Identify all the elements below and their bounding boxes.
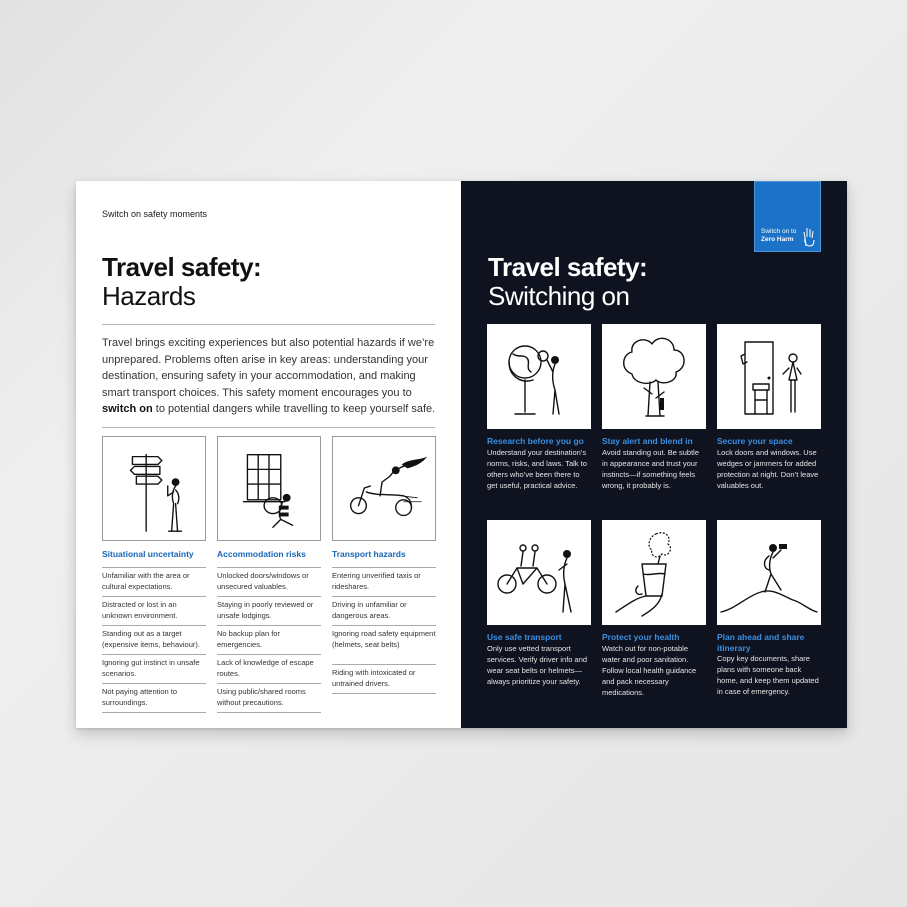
tip-text: Avoid standing out. Be subtle in appearance and trust your instincts—if something feels wrong, it probably is. xyxy=(602,447,700,490)
brochure-spread xyxy=(76,181,847,728)
signpost-person-illustration xyxy=(102,436,206,541)
hazard-item: Riding with intoxicated or untrained drivers. xyxy=(332,665,436,694)
scooter-rider-illustration xyxy=(332,436,436,541)
badge-line2: Zero Harm xyxy=(761,236,794,243)
divider xyxy=(102,324,435,325)
hazard-title: Accommodation risks xyxy=(217,549,321,568)
hazard-item: Not paying attention to surroundings. xyxy=(102,684,206,713)
tip-safe-transport xyxy=(487,520,591,687)
zero-harm-badge xyxy=(754,181,821,252)
hazard-title: Situational uncertainty xyxy=(102,549,206,568)
divider xyxy=(102,427,435,428)
hand-icon xyxy=(802,226,816,248)
globe-magnifier-illustration xyxy=(487,324,591,429)
intro-emphasis: switch on xyxy=(102,403,153,415)
tip-research xyxy=(487,324,591,491)
tip-title: Protect your health xyxy=(602,632,680,642)
hazard-title: Transport hazards xyxy=(332,549,436,568)
hazard-accommodation xyxy=(217,436,321,713)
hazard-item: No backup plan for emergencies. xyxy=(217,626,321,655)
right-title-bold: Travel safety: xyxy=(488,252,648,282)
hazard-item: Driving in unfamiliar or dangerous areas. xyxy=(332,597,436,626)
tip-text: Lock doors and windows. Use wedges or jammers for added protection at night. Don’t leave valuables out. xyxy=(717,447,819,490)
hazard-transport xyxy=(332,436,436,694)
tip-secure-space xyxy=(717,324,821,491)
left-title-bold: Travel safety: xyxy=(102,252,262,282)
left-title xyxy=(102,253,261,311)
tip-text: Watch out for non-potable water and poor sanitation. Follow local health guidance and pack necessary medications. xyxy=(602,643,697,697)
tip-title: Secure your space xyxy=(717,436,793,446)
door-chair-illustration xyxy=(717,324,821,429)
tandem-bike-illustration xyxy=(487,520,591,625)
right-page xyxy=(461,181,847,728)
intro-paragraph xyxy=(102,335,438,418)
hazard-item: Unlocked doors/windows or unsecured valuables. xyxy=(217,568,321,597)
badge-line1: Switch on to xyxy=(761,228,797,235)
kicker-text: Switch on safety moments xyxy=(102,209,208,219)
tip-protect-health xyxy=(602,520,706,698)
tip-title: Use safe transport xyxy=(487,632,562,642)
tree-hiding-illustration xyxy=(602,324,706,429)
water-glass-illustration xyxy=(602,520,706,625)
hazard-item: Distracted or lost in an unknown environment. xyxy=(102,597,206,626)
hazard-item: Staying in poorly reviewed or unsafe lodgings. xyxy=(217,597,321,626)
tip-plan-ahead xyxy=(717,520,821,697)
tip-stay-alert xyxy=(602,324,706,491)
tip-text: Understand your destination’s norms, risks, and laws. Talk to others who’ve been there to get useful, practical advice. xyxy=(487,447,587,490)
hazard-item: Using public/shared rooms without precautions. xyxy=(217,684,321,713)
tip-title: Stay alert and blend in xyxy=(602,436,693,446)
hazard-situational xyxy=(102,436,206,713)
tip-title: Plan ahead and share itinerary xyxy=(717,632,805,653)
left-title-light: Hazards xyxy=(102,281,196,311)
tip-text: Only use vetted transport services. Verify driver info and wear seat belts or helmets—always prioritize your safety. xyxy=(487,643,588,686)
tip-text: Copy key documents, share plans with someone back home, and keep them updated in case of emergency. xyxy=(717,654,819,696)
hiker-binoculars-illustration xyxy=(717,520,821,625)
right-title xyxy=(488,253,647,311)
left-page xyxy=(76,181,461,728)
hazard-item: Ignoring gut instinct in unsafe scenarios. xyxy=(102,655,206,684)
hazard-item: Entering unverified taxis or rideshares. xyxy=(332,568,436,597)
tip-title: Research before you go xyxy=(487,436,584,446)
hazard-item: Lack of knowledge of escape routes. xyxy=(217,655,321,684)
hazard-item: Unfamiliar with the area or cultural expectations. xyxy=(102,568,206,597)
hazard-item: Ignoring road safety equipment (helmets, seat belts) xyxy=(332,626,436,665)
burglar-window-illustration xyxy=(217,436,321,541)
intro-text-end: to potential dangers while travelling to keep yourself safe. xyxy=(152,403,436,415)
hazard-item: Standing out as a target (expensive items, behaviour). xyxy=(102,626,206,655)
intro-text: Travel brings exciting experiences but also potential hazards if we’re unprepared. Problems often arise in key areas: understanding your destination, ensuring safety in your accommodation, and making smart transport choices. This safety moment encourages you to xyxy=(102,337,435,399)
right-title-light: Switching on xyxy=(488,281,630,311)
